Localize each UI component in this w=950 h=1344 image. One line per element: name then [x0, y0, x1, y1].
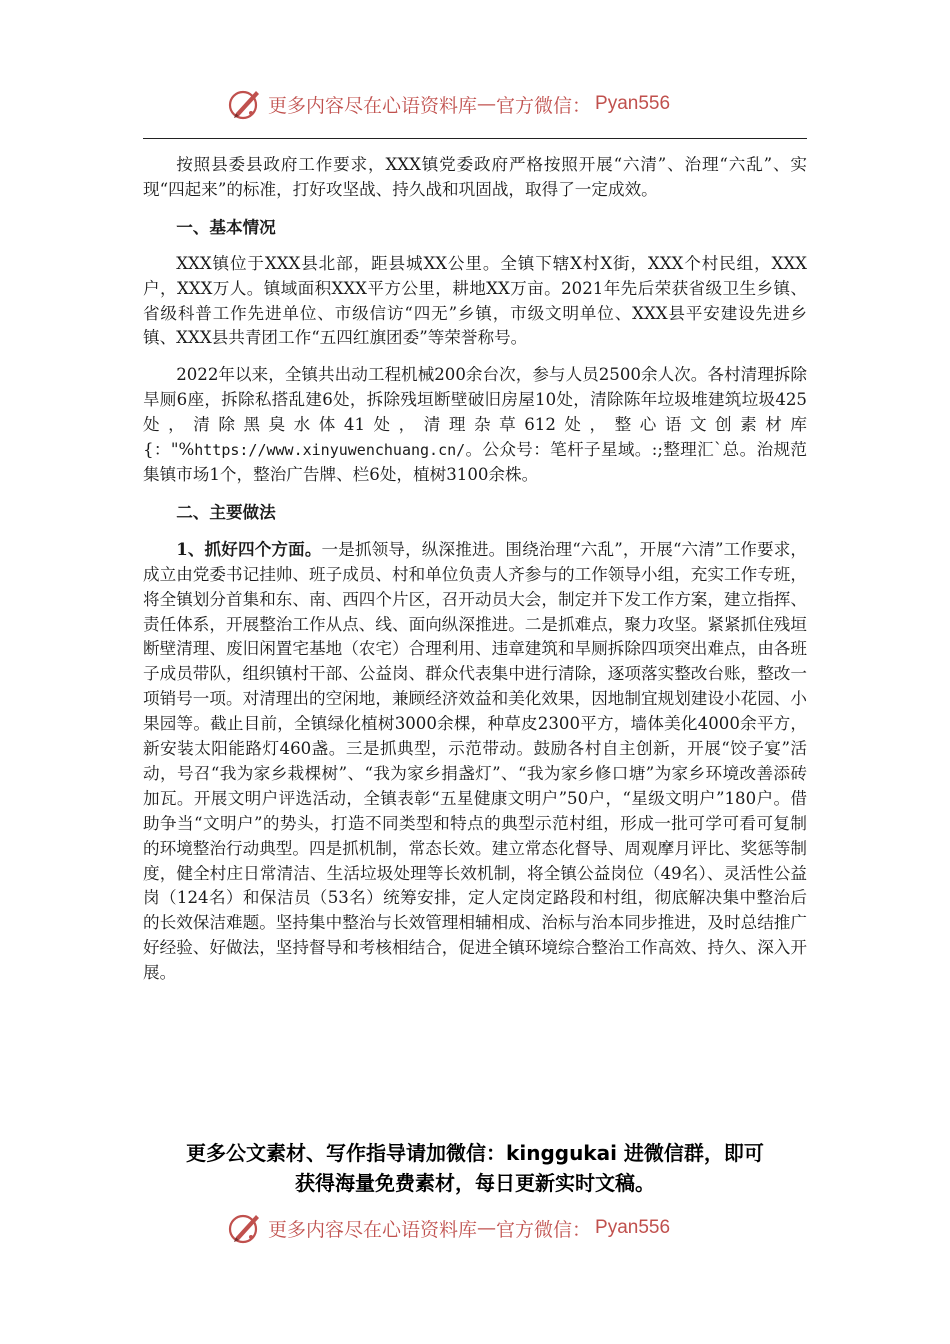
section-1-paragraph-1: XXX镇位于XXX县北部，距县城XX公里。全镇下辖X村X街，XXX个村民组，XXX户，XXX万人。镇域面积XXX平方公里，耕地XX万亩。2021年先后荣获省级卫生乡镇、省级科普工作先进单位、市级信访“四无”乡镇，市级文明单位、XXX县平安建设先进乡镇、XXX县共青团工作“五四红旗团委”等荣誉称号。	[143, 253, 807, 348]
footer-banner-wechat-label: 官方微信：	[496, 1218, 592, 1241]
header-divider	[143, 138, 807, 139]
section-1-paragraph-2-part-b: 。公众号：笔杆子星域。:;整理汇`总。治规范集镇市场1个，整治广告牌、栏6处，植树3100余株。	[143, 440, 807, 484]
footer-banner-wechat-id: Pyan556	[595, 1217, 671, 1238]
intro-paragraph: 按照县委县政府工作要求，XXX镇党委政府严格按照开展“六清”、治理“六乱”、实现“四起来”的标准，打好攻坚战、持久战和巩固战，取得了一定成效。	[143, 155, 807, 199]
section-1-heading: 一、基本情况	[176, 216, 276, 237]
section-2-heading: 二、主要做法	[176, 501, 276, 522]
promo-line-2: 获得海量免费素材，每日更新实时文稿。	[295, 1171, 655, 1195]
banner-title: 更多内容尽在心语资料库	[268, 94, 478, 117]
section-2-paragraph-1	[143, 537, 807, 986]
promo-notice	[150, 1138, 800, 1198]
banner-wechat-id: Pyan556	[595, 93, 671, 114]
footer-banner	[226, 1208, 726, 1248]
section-1-paragraph-2-part-a: 2022年以来，全镇共出动工程机械200余台次，参与人员2500余人次。各村清理拆除旱厕6座，拆除私搭乱建6处，拆除残垣断壁破旧房屋10处，清除陈年垃圾堆建筑垃圾425处，清除黑臭水体41处，清理杂草612处，整心语文创素材库{："%	[143, 365, 807, 460]
section-2-text: 一是抓领导，纵深推进。围绕治理“六乱”，开展“六清”工作要求，成立由党委书记挂帅、班子成员、村和单位负责人齐参与的工作领导小组，充实工作专班，将全镇划分首集和东、南、西四个片区，召开动员大会，制定并下发工作方案，建立指挥、责任体系，开展整治工作从点、线、面向纵深推进。二是抓难点，聚力攻坚。紧紧抓住残垣断壁清理、废旧闲置宅基地（农宅）合理利用、违章建筑和旱厕拆除四项突出难点，由各班子成员带队，组织镇村干部、公益岗、群众代表集中进行清除，逐项落实整改台账，整改一项销号一项。对清理出的空闲地，兼顾经济效益和美化效果，因地制宜规划建设小花园、小果园等。截止目前，全镇绿化植树3000余棵，种草皮2300平方，墙体美化4000余平方，新安装太阳能路灯460盏。三是抓典型，示范带动。鼓励各村自主创新，开展“饺子宴”活动，号召“我为家乡栽棵树”、“我为家乡捐盏灯”、“我为家乡修口塘”为家乡环境改善添砖加瓦。开展文明户评选活动，全镇表彰“五星健康文明户”50户，“星级文明户”180户。借助争当“文明户”的势头，打造不同类型和特点的典型示范村组，形成一批可学可看可复制的环境整治行动典型。四是抓机制，常态长效。建立常态化督导、周观摩月评比、奖惩等制度，健全村庄日常清洁、生活垃圾处理等长效机制，将全镇公益岗位（49名）、灵活性公益岗（124名）和保洁员（53名）统筹安排，定人定岗定路段和村组，彻底解决集中整治后的长效保洁难题。坚持集中整治与长效管理相辅相成、治标与治本同步推进，及时总结推广好经验、好做法，坚持督导和考核相结合，促进全镇环境综合整治工作高效、持久、深入开展。	[143, 539, 808, 983]
section-1-paragraph-2	[143, 363, 807, 488]
footer-banner-title: 更多内容尽在心语资料库	[268, 1218, 478, 1241]
header-banner	[226, 84, 726, 124]
banner-separator: —	[477, 93, 497, 115]
pen-logo-icon	[226, 1209, 264, 1247]
promo-line-1: 更多公文素材、写作指导请加微信：kinggukai 进微信群，即可	[186, 1141, 764, 1165]
banner-wechat-label: 官方微信：	[496, 94, 592, 117]
pen-logo-icon	[226, 85, 264, 123]
section-2-lead: 1、抓好四个方面。	[176, 538, 322, 559]
document-body	[143, 153, 807, 986]
source-url-link[interactable]: https://www.xinyuwenchuang.cn/	[194, 441, 466, 460]
footer-banner-separator: —	[477, 1217, 497, 1239]
